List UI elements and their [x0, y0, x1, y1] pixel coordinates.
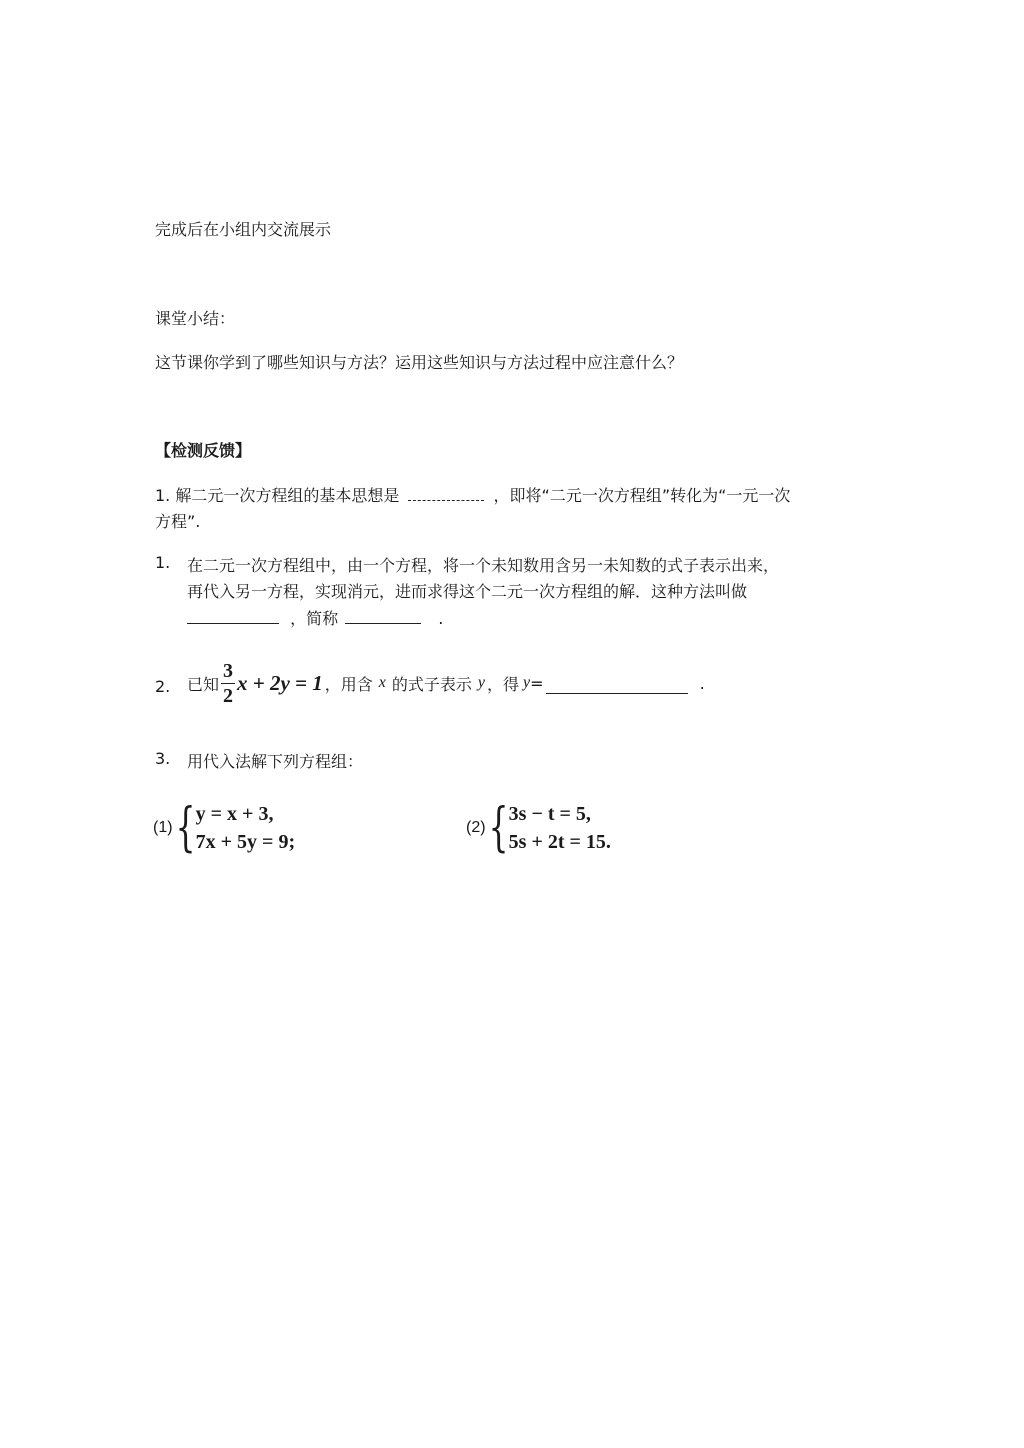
question-1-line3 [187, 606, 443, 629]
equation-system-2 [466, 800, 611, 856]
fraction-denominator: 2 [223, 684, 234, 707]
answer-blank-method-name[interactable] [187, 607, 279, 624]
question-2-body [187, 658, 705, 708]
system-equation-1: 3s − t = 5, [508, 803, 591, 825]
question-1-line1: 在二元一次方程组中，由一个方程，将一个未知数用含另一未知数的式子表示出来， [187, 556, 780, 575]
variable-y-result: y [523, 674, 531, 691]
system-equation-2: 7x + 5y = 9; [195, 831, 296, 853]
brace-icon: { [488, 798, 509, 858]
summary-question: 这节课你学到了哪些知识与方法？运用这些知识与方法过程中应注意什么？ [155, 353, 684, 372]
answer-blank-short-name[interactable] [345, 607, 421, 624]
system-label: (2) [466, 819, 486, 836]
variable-y: y [477, 674, 486, 691]
equation-system-1 [153, 800, 295, 856]
question-2-end: . [699, 673, 705, 693]
system-label: (1) [153, 819, 173, 836]
question-2-mid3: ，得 [487, 674, 520, 694]
question-basic-idea [155, 483, 790, 506]
brace-icon: { [175, 798, 196, 858]
question-1-mid: ，简称 [290, 609, 339, 628]
question-2-mid2: 的式子表示 [391, 674, 472, 694]
question-1-number: 1. [155, 553, 171, 572]
fraction-numerator: 3 [223, 659, 234, 682]
system-equation-2: 5s + 2t = 15. [508, 831, 611, 853]
variable-x: x [378, 674, 386, 691]
question-3-text: 用代入法解下列方程组： [187, 752, 364, 771]
answer-blank-y-expression[interactable] [546, 677, 688, 694]
system-equations [509, 800, 611, 856]
summary-heading: 课堂小结： [155, 309, 236, 328]
feedback-heading: 【检测反馈】 [155, 441, 252, 460]
question-basic-idea-end: 方程”. [155, 512, 201, 531]
equation-expression: x + 2y = 1 [237, 670, 323, 695]
equals-sign: = [530, 673, 544, 693]
question-2-prefix: 已知 [187, 674, 220, 694]
intro-line: 完成后在小组内交流展示 [155, 220, 332, 239]
question-1-end: . [438, 609, 444, 628]
fraction-three-halves [221, 661, 235, 706]
question-basic-idea-prefix: 1. 解二元一次方程组的基本思想是 [155, 486, 400, 505]
system-equation-1: y = x + 3, [195, 803, 274, 825]
question-1-line2: 再代入另一方程，实现消元，进而求得这个二元一次方程组的解．这种方法叫做 [187, 582, 748, 601]
answer-blank-basic-idea[interactable] [408, 484, 484, 501]
system-equations [196, 800, 295, 856]
question-basic-idea-middle: ，即将“二元一次方程组”转化为“一元一次 [493, 486, 791, 505]
question-2-mid1: ，用含 [324, 674, 373, 694]
question-3-number: 3. [155, 749, 171, 768]
question-2-number: 2. [155, 677, 171, 696]
